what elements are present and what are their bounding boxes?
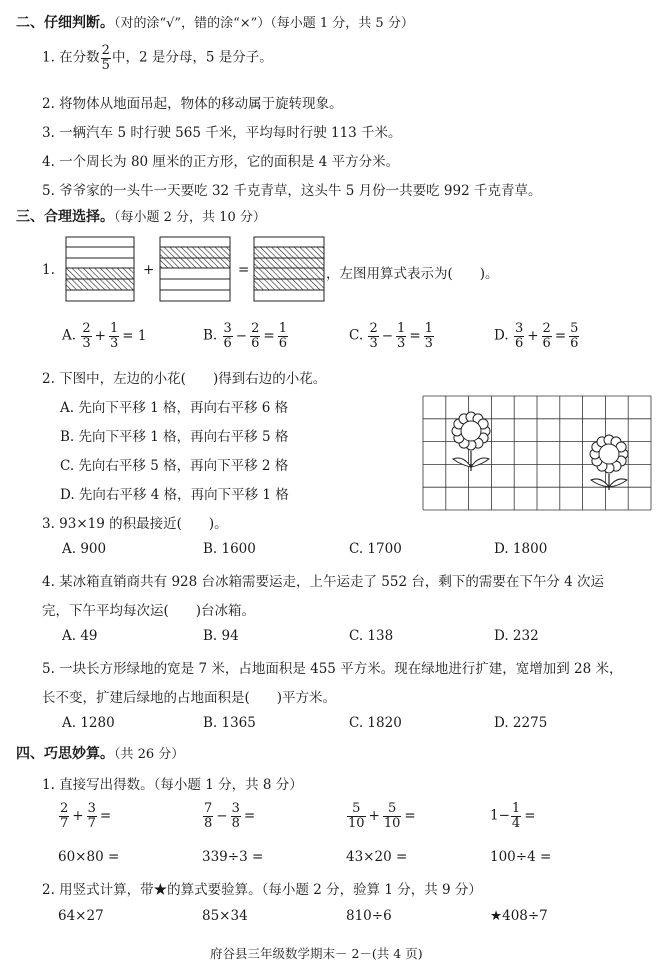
denominator: 10 [348, 815, 365, 831]
fraction [278, 322, 288, 350]
option-letter: C. [349, 327, 364, 344]
fraction [203, 802, 213, 830]
numerator: 1 [109, 321, 119, 336]
equals-sign: = [238, 262, 250, 278]
s3-q1-number: 1. [42, 262, 55, 278]
s3-question-4-line-1: 4. 某冰箱直销商共有 928 台冰箱需要运走，上午运走了 552 台，剩下的需要在下午分 4 次运 [42, 574, 605, 590]
s3-q3-option-b: B. 1600 [203, 541, 256, 557]
numerator: 2 [251, 321, 260, 336]
section-2-heading: 二、仔细判断。 [16, 15, 114, 31]
s2-q1-text-a: 1. 在分数 [42, 49, 100, 66]
numerator: 1 [511, 801, 521, 816]
plus-sign: + [143, 262, 155, 278]
denominator: 8 [204, 815, 213, 831]
denominator: 6 [514, 335, 524, 351]
denominator: 3 [82, 335, 91, 351]
numerator: 3 [231, 801, 240, 816]
minuend: 1− [490, 807, 510, 824]
bar-middle [160, 237, 230, 301]
numerator: 5 [347, 802, 366, 817]
s3-q5-option-b: B. 1365 [203, 715, 256, 731]
equals: = [524, 807, 536, 824]
result: = 1 [122, 327, 147, 344]
fraction [424, 322, 434, 350]
equals: = [243, 807, 256, 824]
denominator: 4 [511, 815, 521, 831]
page-footer: 府谷县三年级数学期末－ 2－(共 4 页) [210, 946, 423, 961]
s4-fraction-problem [202, 802, 257, 830]
s3-q3-option-a: A. 900 [62, 541, 107, 557]
s3-q2-option-a: A. 先向下平移 1 格，再向右平移 6 格 [60, 400, 289, 416]
section-4-heading: 四、巧思妙算。 [16, 746, 114, 762]
denominator: 6 [278, 335, 287, 351]
s3-q4-option-c: C. 138 [349, 628, 394, 644]
denominator: 7 [60, 815, 69, 831]
denominator: 7 [87, 815, 96, 831]
s4-calc-3: 43×20 = [346, 849, 408, 865]
s2-question-3: 3. 一辆汽车 5 时行驶 565 千米，平均每时行驶 113 千米。 [42, 125, 402, 141]
s4-fraction-problem [490, 802, 538, 830]
numerator: 2 [542, 321, 551, 336]
equals: = [554, 327, 567, 344]
s3-q1-option-a [62, 322, 148, 350]
denominator: 6 [542, 335, 551, 351]
s3-q5-option-a: A. 1280 [62, 715, 115, 731]
denominator: 8 [231, 815, 240, 831]
s3-q5-option-d: D. 2275 [494, 715, 548, 731]
denominator: 5 [101, 57, 110, 73]
s2-question-2: 2. 将物体从地面吊起，物体的移动属于旋转现象。 [42, 96, 343, 112]
denominator: 3 [109, 335, 119, 351]
equals: = [404, 807, 416, 824]
s3-q1-option-d [494, 322, 580, 350]
flower-right [590, 435, 628, 490]
denominator: 6 [251, 335, 260, 351]
s3-q4-option-d: D. 232 [494, 628, 539, 644]
fraction [109, 322, 119, 350]
operator: − [216, 807, 228, 824]
s4-fraction-problem [346, 802, 418, 830]
option-letter: A. [62, 327, 77, 344]
fraction [87, 802, 97, 830]
fraction [59, 802, 69, 830]
numerator: 2 [82, 321, 91, 336]
s4-vertical-1: 64×27 [58, 908, 104, 924]
s4-part-2: 2. 用竖式计算，带★的算式要验算。（每小题 2 分，验算 1 分，共 9 分） [42, 882, 482, 898]
s2-question-4: 4. 一个周长为 80 厘米的正方形，它的面积是 4 平方分米。 [42, 154, 400, 170]
equals: = [99, 807, 112, 824]
section-3-heading: 三、合理选择。 [16, 209, 114, 225]
numerator: 3 [87, 801, 96, 816]
numerator: 2 [101, 43, 110, 58]
option-letter: D. [494, 327, 509, 344]
numerator: 2 [369, 321, 378, 336]
numerator: 5 [570, 321, 579, 336]
fraction [81, 322, 91, 350]
s3-q3-option-c: C. 1700 [349, 541, 402, 557]
s2-question-1 [42, 44, 273, 72]
s4-vertical-4: ★408÷7 [490, 908, 548, 924]
fraction [383, 802, 402, 830]
equals: = [409, 327, 421, 344]
fraction [250, 322, 260, 350]
s3-q2-option-b: B. 先向下平移 1 格，再向右平移 5 格 [60, 429, 289, 445]
numerator: 1 [397, 321, 406, 336]
s3-q2-option-c: C. 先向右平移 5 格，再向下平移 2 格 [60, 458, 289, 474]
fraction [511, 802, 521, 830]
section-4-title [16, 743, 184, 763]
flower-grid [422, 395, 652, 511]
s3-q2-option-d: D. 先向右平移 4 格，再向下平移 1 格 [60, 487, 289, 503]
numerator: 2 [60, 801, 69, 816]
s3-question-2: 2. 下图中，左边的小花( )得到右边的小花。 [42, 371, 327, 387]
equals: = [263, 327, 275, 344]
denominator: 6 [223, 335, 232, 351]
section-3-note: （每小题 2 分，共 10 分） [114, 210, 266, 225]
section-3-title [16, 206, 266, 226]
denominator: 3 [369, 335, 378, 351]
numerator: 3 [514, 321, 524, 336]
s3-q1-text: ，左图用算式表示为( )。 [326, 266, 499, 282]
fraction [514, 322, 524, 350]
flower-left [452, 412, 490, 471]
s2-q1-text-b: 中，2 是分母，5 是分子。 [111, 49, 273, 66]
operator: − [381, 327, 394, 344]
s3-question-5-line-2: 长不变，扩建后绿地的占地面积是( )平方米。 [42, 690, 337, 706]
denominator: 10 [383, 815, 401, 831]
s3-q4-option-a: A. 49 [62, 628, 98, 644]
denominator: 6 [570, 335, 579, 351]
s4-vertical-2: 85×34 [202, 908, 248, 924]
s3-q1-option-c [349, 322, 435, 350]
fraction [347, 802, 366, 830]
denominator: 3 [397, 335, 406, 351]
operator: + [368, 807, 380, 824]
numerator: 5 [383, 802, 402, 817]
section-2-title [16, 12, 414, 32]
bar-left [66, 237, 134, 301]
denominator: 3 [424, 335, 433, 351]
fraction [231, 802, 241, 830]
operator: + [72, 807, 84, 824]
bar-right [254, 237, 324, 301]
s4-fraction-problem [58, 802, 113, 830]
fraction [368, 322, 378, 350]
numerator: 7 [204, 801, 213, 816]
s4-calc-1: 60×80 = [58, 849, 120, 865]
s3-q3-option-d: D. 1800 [494, 541, 548, 557]
numerator: 1 [278, 321, 287, 336]
numerator: 1 [424, 321, 433, 336]
operator: + [527, 327, 539, 344]
s4-calc-4: 100÷4 = [490, 849, 552, 865]
s3-q5-option-c: C. 1820 [349, 715, 402, 731]
fraction [101, 44, 111, 72]
s3-q1-option-b [203, 322, 289, 350]
fraction [569, 322, 579, 350]
operator: − [235, 327, 248, 344]
numerator: 3 [223, 321, 232, 336]
s3-question-3: 3. 93×19 的积最接近( )。 [42, 516, 228, 532]
s2-question-5: 5. 爷爷家的一头牛一天要吃 32 千克青草，这头牛 5 月份一共要吃 992 千克青草。 [42, 183, 542, 199]
s4-part-1: 1. 直接写出得数。（每小题 1 分，共 8 分） [42, 777, 303, 793]
fraction [542, 322, 552, 350]
s4-vertical-3: 810÷6 [346, 908, 392, 924]
fraction [223, 322, 233, 350]
s3-q4-option-b: B. 94 [203, 628, 239, 644]
option-letter: B. [203, 327, 218, 344]
operator: + [94, 327, 106, 344]
section-4-note: （共 26 分） [114, 747, 185, 762]
s4-calc-2: 339÷3 = [202, 849, 264, 865]
s3-question-5-line-1: 5. 一块长方形绿地的宽是 7 米，占地面积是 455 平方米。现在绿地进行扩建，宽增加到 28 米， [42, 661, 623, 677]
s3-question-4-line-2: 完，下午平均每次运( )台冰箱。 [42, 603, 256, 619]
section-2-note: （对的涂“√”，错的涂“×”）（每小题 1 分，共 5 分） [114, 16, 414, 31]
fraction [396, 322, 406, 350]
